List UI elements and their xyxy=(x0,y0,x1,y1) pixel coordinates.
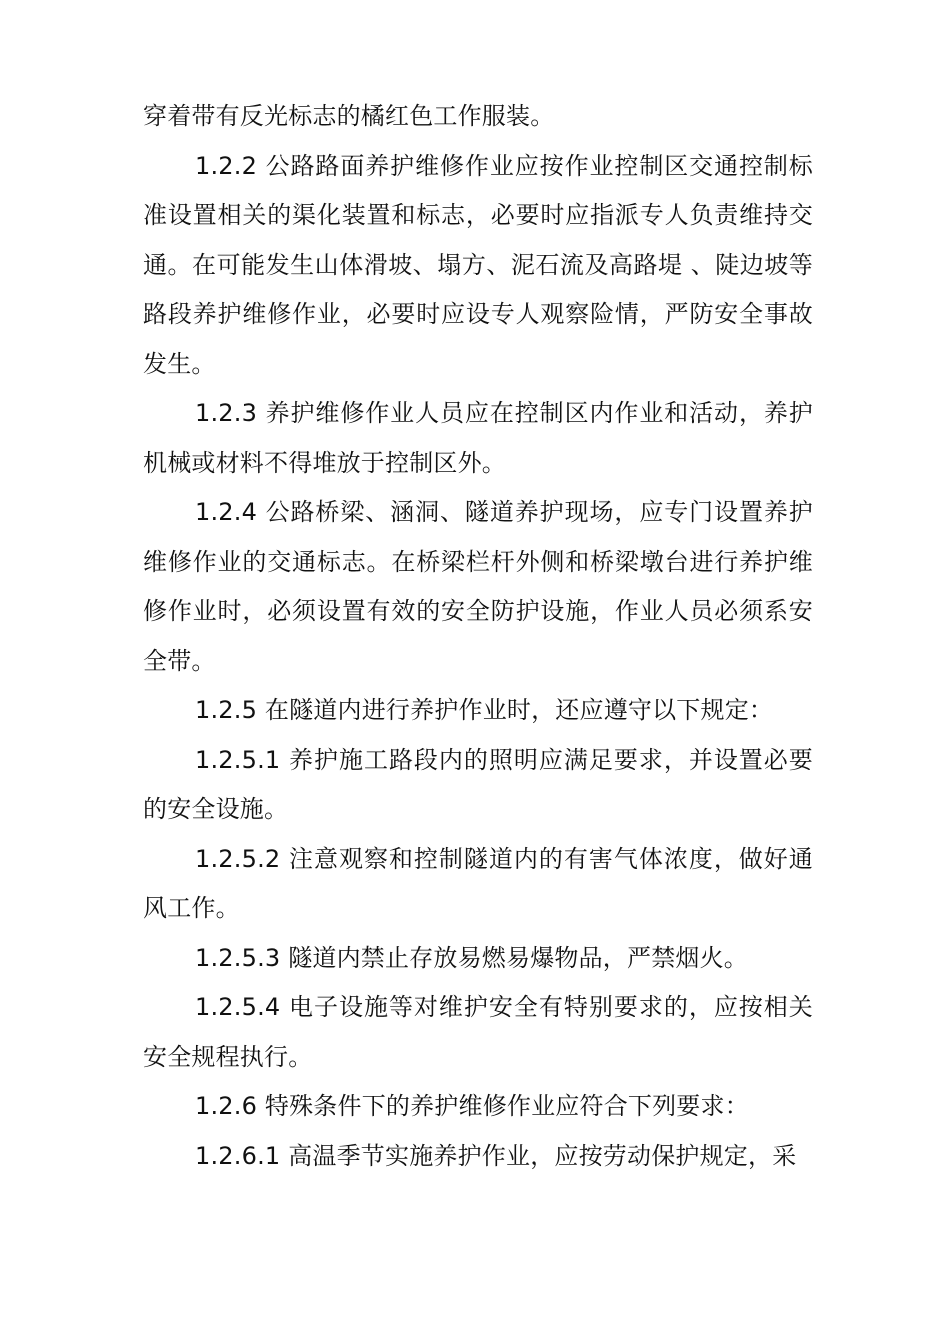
paragraph-1-2-4: 1.2.4 公路桥梁、涵洞、隧道养护现场，应专门设置养护维修作业的交通标志。在桥梁栏杆外侧和桥梁墩台进行养护维修作业时，必须设置有效的安全防护设施，作业人员必须系安全带。 xyxy=(143,498,813,675)
paragraph-1-2-5-3: 1.2.5.3 隧道内禁止存放易燃易爆物品，严禁烟火。 xyxy=(195,943,748,972)
paragraph-1-2-5-1: 1.2.5.1 养护施工路段内的照明应满足要求，并设置必要的安全设施。 xyxy=(143,745,813,823)
paragraph-1-2-5: 1.2.5 在隧道内进行养护作业时，还应遵守以下规定： xyxy=(195,696,774,724)
paragraph-continued: 穿着带有反光标志的橘红色工作服装。 xyxy=(143,102,555,130)
paragraph-1-2-6: 1.2.6 特殊条件下的养护维修作业应符合下列要求： xyxy=(195,1092,749,1120)
paragraph-1-2-3: 1.2.3 养护维修作业人员应在控制区内作业和活动，养护机械或材料不得堆放于控制区外。 xyxy=(143,399,813,477)
document-body xyxy=(143,92,813,1181)
paragraph-1-2-5-2: 1.2.5.2 注意观察和控制隧道内的有害气体浓度，做好通风工作。 xyxy=(143,844,813,922)
paragraph-1-2-6-1: 1.2.6.1 高温季节实施养护作业，应按劳动保护规定，采 xyxy=(195,1141,797,1170)
paragraph-1-2-5-4: 1.2.5.4 电子设施等对维护安全有特别要求的，应按相关安全规程执行。 xyxy=(143,993,813,1071)
paragraph-1-2-2: 1.2.2 公路路面养护维修作业应按作业控制区交通控制标准设置相关的渠化装置和标志，必要时应指派专人负责维持交通。在可能发生山体滑坡、塌方、泥石流及高路堤 、陡边坡等路段养护维修作业，必要时应设专人观察险情，严防安全事故发生。 xyxy=(143,151,813,378)
